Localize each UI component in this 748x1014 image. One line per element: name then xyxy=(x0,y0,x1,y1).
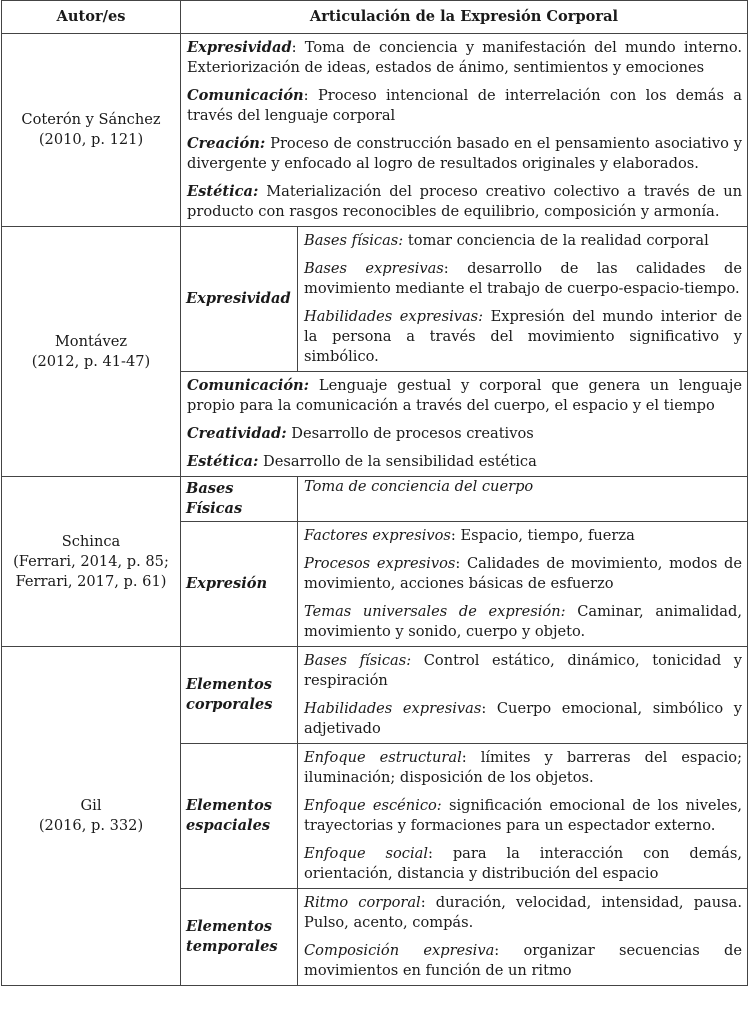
authors-header: Autor/es xyxy=(2,1,181,34)
author-name: Montávez xyxy=(54,332,128,350)
schinca-bases-text: Toma de conciencia del cuerpo xyxy=(298,477,748,522)
list-item: Expresividad: Toma de conciencia y manifestación del mundo interno. Exteriorización de ideas, estados de ánimo, sentimientos y emociones xyxy=(187,39,742,76)
table-row-schinca xyxy=(2,477,748,522)
author-name: Coterón y Sánchez xyxy=(21,111,161,128)
list-item: Bases expresivas: desarrollo de las calidades de movimiento mediante el trabajo de cuerpo-espacio-tiempo. xyxy=(304,260,742,297)
table-row-montavez xyxy=(2,227,748,372)
gil-corporales-content xyxy=(298,647,748,744)
gil-espaciales-label: Elementos espaciales xyxy=(181,744,298,889)
gil-espaciales-content xyxy=(298,744,748,889)
list-item: Ritmo corporal: duración, velocidad, intensidad, pausa. Pulso, acento, compás. xyxy=(304,894,742,931)
coteron-content xyxy=(181,34,748,227)
author-name: Gil xyxy=(80,797,102,814)
schinca-expresion-content xyxy=(298,522,748,647)
author-citation: (Ferrari, 2014, p. 85; xyxy=(13,552,169,570)
author-coteron xyxy=(2,34,181,227)
list-item: Procesos expresivos: Calidades de movimiento, modos de movimiento, acciones básicas de esfuerzo xyxy=(304,555,742,592)
gil-temporales-label: Elementos temporales xyxy=(181,889,298,986)
list-item: Composición expresiva: organizar secuencias de movimientos en función de un ritmo xyxy=(304,942,742,979)
list-item: Bases físicas: Control estático, dinámico, tonicidad y respiración xyxy=(304,652,742,689)
list-item: Creación: Proceso de construcción basado en el pensamiento asociativo y divergente y enfocado al logro de resultados originales y elaborados. xyxy=(187,135,742,172)
author-gil xyxy=(2,647,181,986)
montavez-content xyxy=(181,372,748,477)
list-item: Bases físicas: tomar conciencia de la realidad corporal xyxy=(304,232,709,249)
articulation-table xyxy=(1,0,748,986)
schinca-expresion-label: Expresión xyxy=(181,522,298,647)
header-row xyxy=(2,1,748,34)
author-name: Schinca xyxy=(61,532,121,550)
author-citation: (2010, p. 121) xyxy=(38,131,144,148)
list-item: Enfoque estructural: límites y barreras del espacio; iluminación; disposición de los objetos. xyxy=(304,749,742,786)
table-row-coteron xyxy=(2,34,748,227)
list-item: Temas universales de expresión: Caminar, animalidad, movimiento y sonido, cuerpo y objeto. xyxy=(304,603,742,640)
author-schinca xyxy=(2,477,181,647)
list-item: Estética: Desarrollo de la sensibilidad estética xyxy=(187,453,537,470)
list-item: Factores expresivos: Espacio, tiempo, fuerza xyxy=(304,527,635,544)
articulation-header: Articulación de la Expresión Corporal xyxy=(181,1,748,34)
list-item: Comunicación: Lenguaje gestual y corporal que genera un lenguaje propio para la comunicación a través del cuerpo, el espacio y el tiempo xyxy=(187,377,743,414)
list-item: Estética: Materialización del proceso creativo colectivo a través de un producto con rasgos reconocibles de equilibrio, composición y armonía. xyxy=(187,183,743,220)
gil-corporales-label: Elementos corporales xyxy=(181,647,298,744)
gil-temporales-content xyxy=(298,889,748,986)
list-item: Comunicación: Proceso intencional de interrelación con los demás a través del lenguaje corporal xyxy=(187,87,742,124)
list-item: Enfoque social: para la interacción con demás, orientación, distancia y distribución del espacio xyxy=(304,845,742,882)
montavez-sub-label: Expresividad xyxy=(181,227,298,372)
table-row-gil xyxy=(2,647,748,744)
author-citation: (2016, p. 332) xyxy=(38,817,144,834)
author-montavez xyxy=(2,227,181,477)
author-citation: Ferrari, 2017, p. 61) xyxy=(15,572,167,590)
montavez-sub-content xyxy=(298,227,748,372)
author-citation: (2012, p. 41-47) xyxy=(31,352,151,370)
list-item: Habilidades expresivas: Cuerpo emocional, simbólico y adjetivado xyxy=(304,700,742,737)
list-item: Creatividad: Desarrollo de procesos creativos xyxy=(187,425,534,442)
list-item: Enfoque escénico: significación emocional de los niveles, trayectorias y formaciones para un espectador externo. xyxy=(304,797,742,834)
schinca-bases-label: Bases Físicas xyxy=(181,477,298,522)
list-item: Habilidades expresivas: Expresión del mundo interior de la persona a través del movimiento significativo y simbólico. xyxy=(304,308,742,365)
